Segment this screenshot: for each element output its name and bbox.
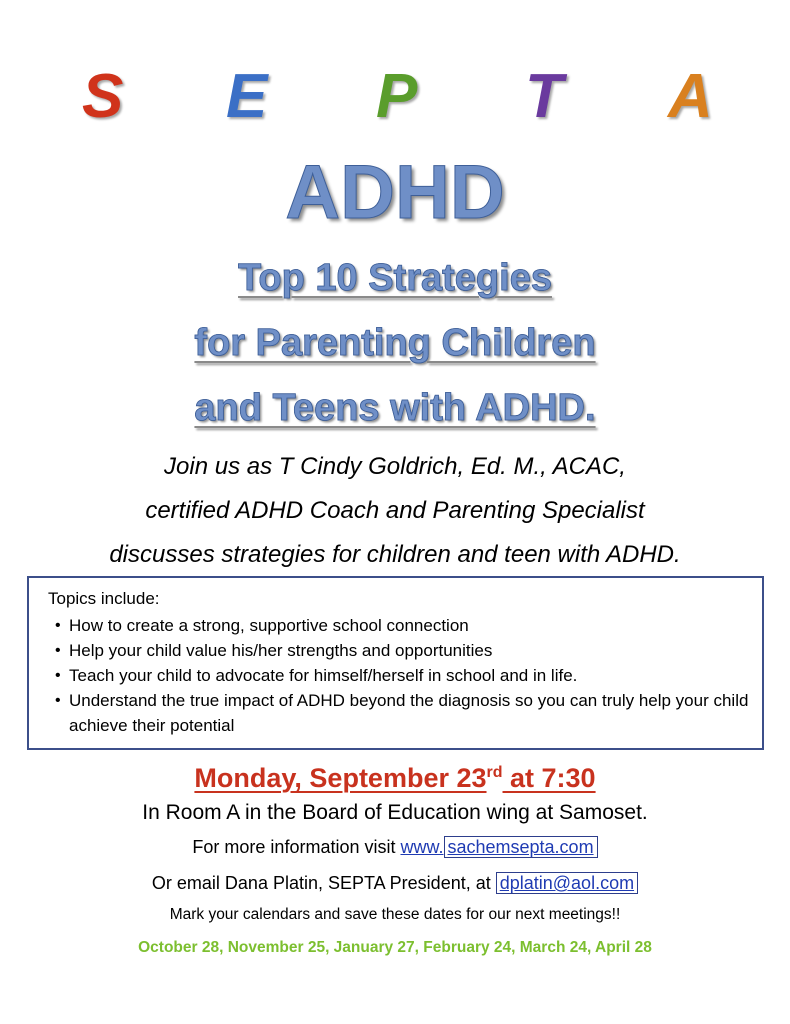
- topic-item: • Help your child value his/her strengths and opportunities: [55, 638, 755, 663]
- event-location: In Room A in the Board of Education wing at Samoset.: [142, 801, 648, 824]
- topic-item: • Understand the true impact of ADHD beyond the diagnosis so you can truly help your child achieve their potential: [55, 688, 755, 738]
- topics-heading: Topics include:: [48, 589, 160, 608]
- septa-letters: [0, 62, 790, 132]
- calendar-note: Mark your calendars and save these dates for our next meetings!!: [169, 906, 621, 923]
- subtitle-line-2: for Parenting Children: [194, 322, 596, 364]
- septa-letter-t: T: [525, 62, 563, 131]
- septa-letter-e: E: [226, 62, 268, 131]
- email-prefix: Or email Dana Platin, SEPTA President, at: [151, 873, 496, 893]
- email-line: [0, 870, 790, 896]
- septa-letter-p: P: [376, 62, 418, 131]
- event-date: [0, 760, 790, 796]
- topic-item: • How to create a strong, supportive school connection: [55, 613, 755, 638]
- page-title: ADHD: [285, 150, 505, 235]
- septa-letter-a: A: [668, 62, 713, 131]
- website-link-part1[interactable]: www.: [400, 837, 444, 857]
- email-link[interactable]: dplatin@aol.com: [496, 872, 638, 894]
- website-line: [0, 834, 790, 860]
- event-date-suffix: rd: [486, 764, 503, 781]
- subtitle-line-1: Top 10 Strategies: [238, 257, 552, 299]
- intro-line-3: discusses strategies for children and teen with ADHD.: [109, 541, 681, 568]
- subtitle-line-3: and Teens with ADHD.: [194, 387, 596, 429]
- website-prefix: For more information visit: [192, 837, 401, 857]
- topic-item: • Teach your child to advocate for himself/herself in school and in life.: [55, 663, 755, 688]
- meeting-dates: October 28, November 25, January 27, February 24, March 24, April 28: [138, 939, 652, 956]
- intro-line-1: Join us as T Cindy Goldrich, Ed. M., ACAC,: [164, 453, 626, 480]
- topics-box: [27, 576, 764, 750]
- topics-list: [55, 613, 755, 738]
- septa-letter-s: S: [82, 62, 124, 131]
- website-link[interactable]: sachemsepta.com: [444, 836, 598, 858]
- event-time: at 7:30: [502, 763, 596, 793]
- event-date-main: Monday, September 23: [194, 763, 487, 793]
- intro-line-2: certified ADHD Coach and Parenting Specialist: [145, 497, 645, 524]
